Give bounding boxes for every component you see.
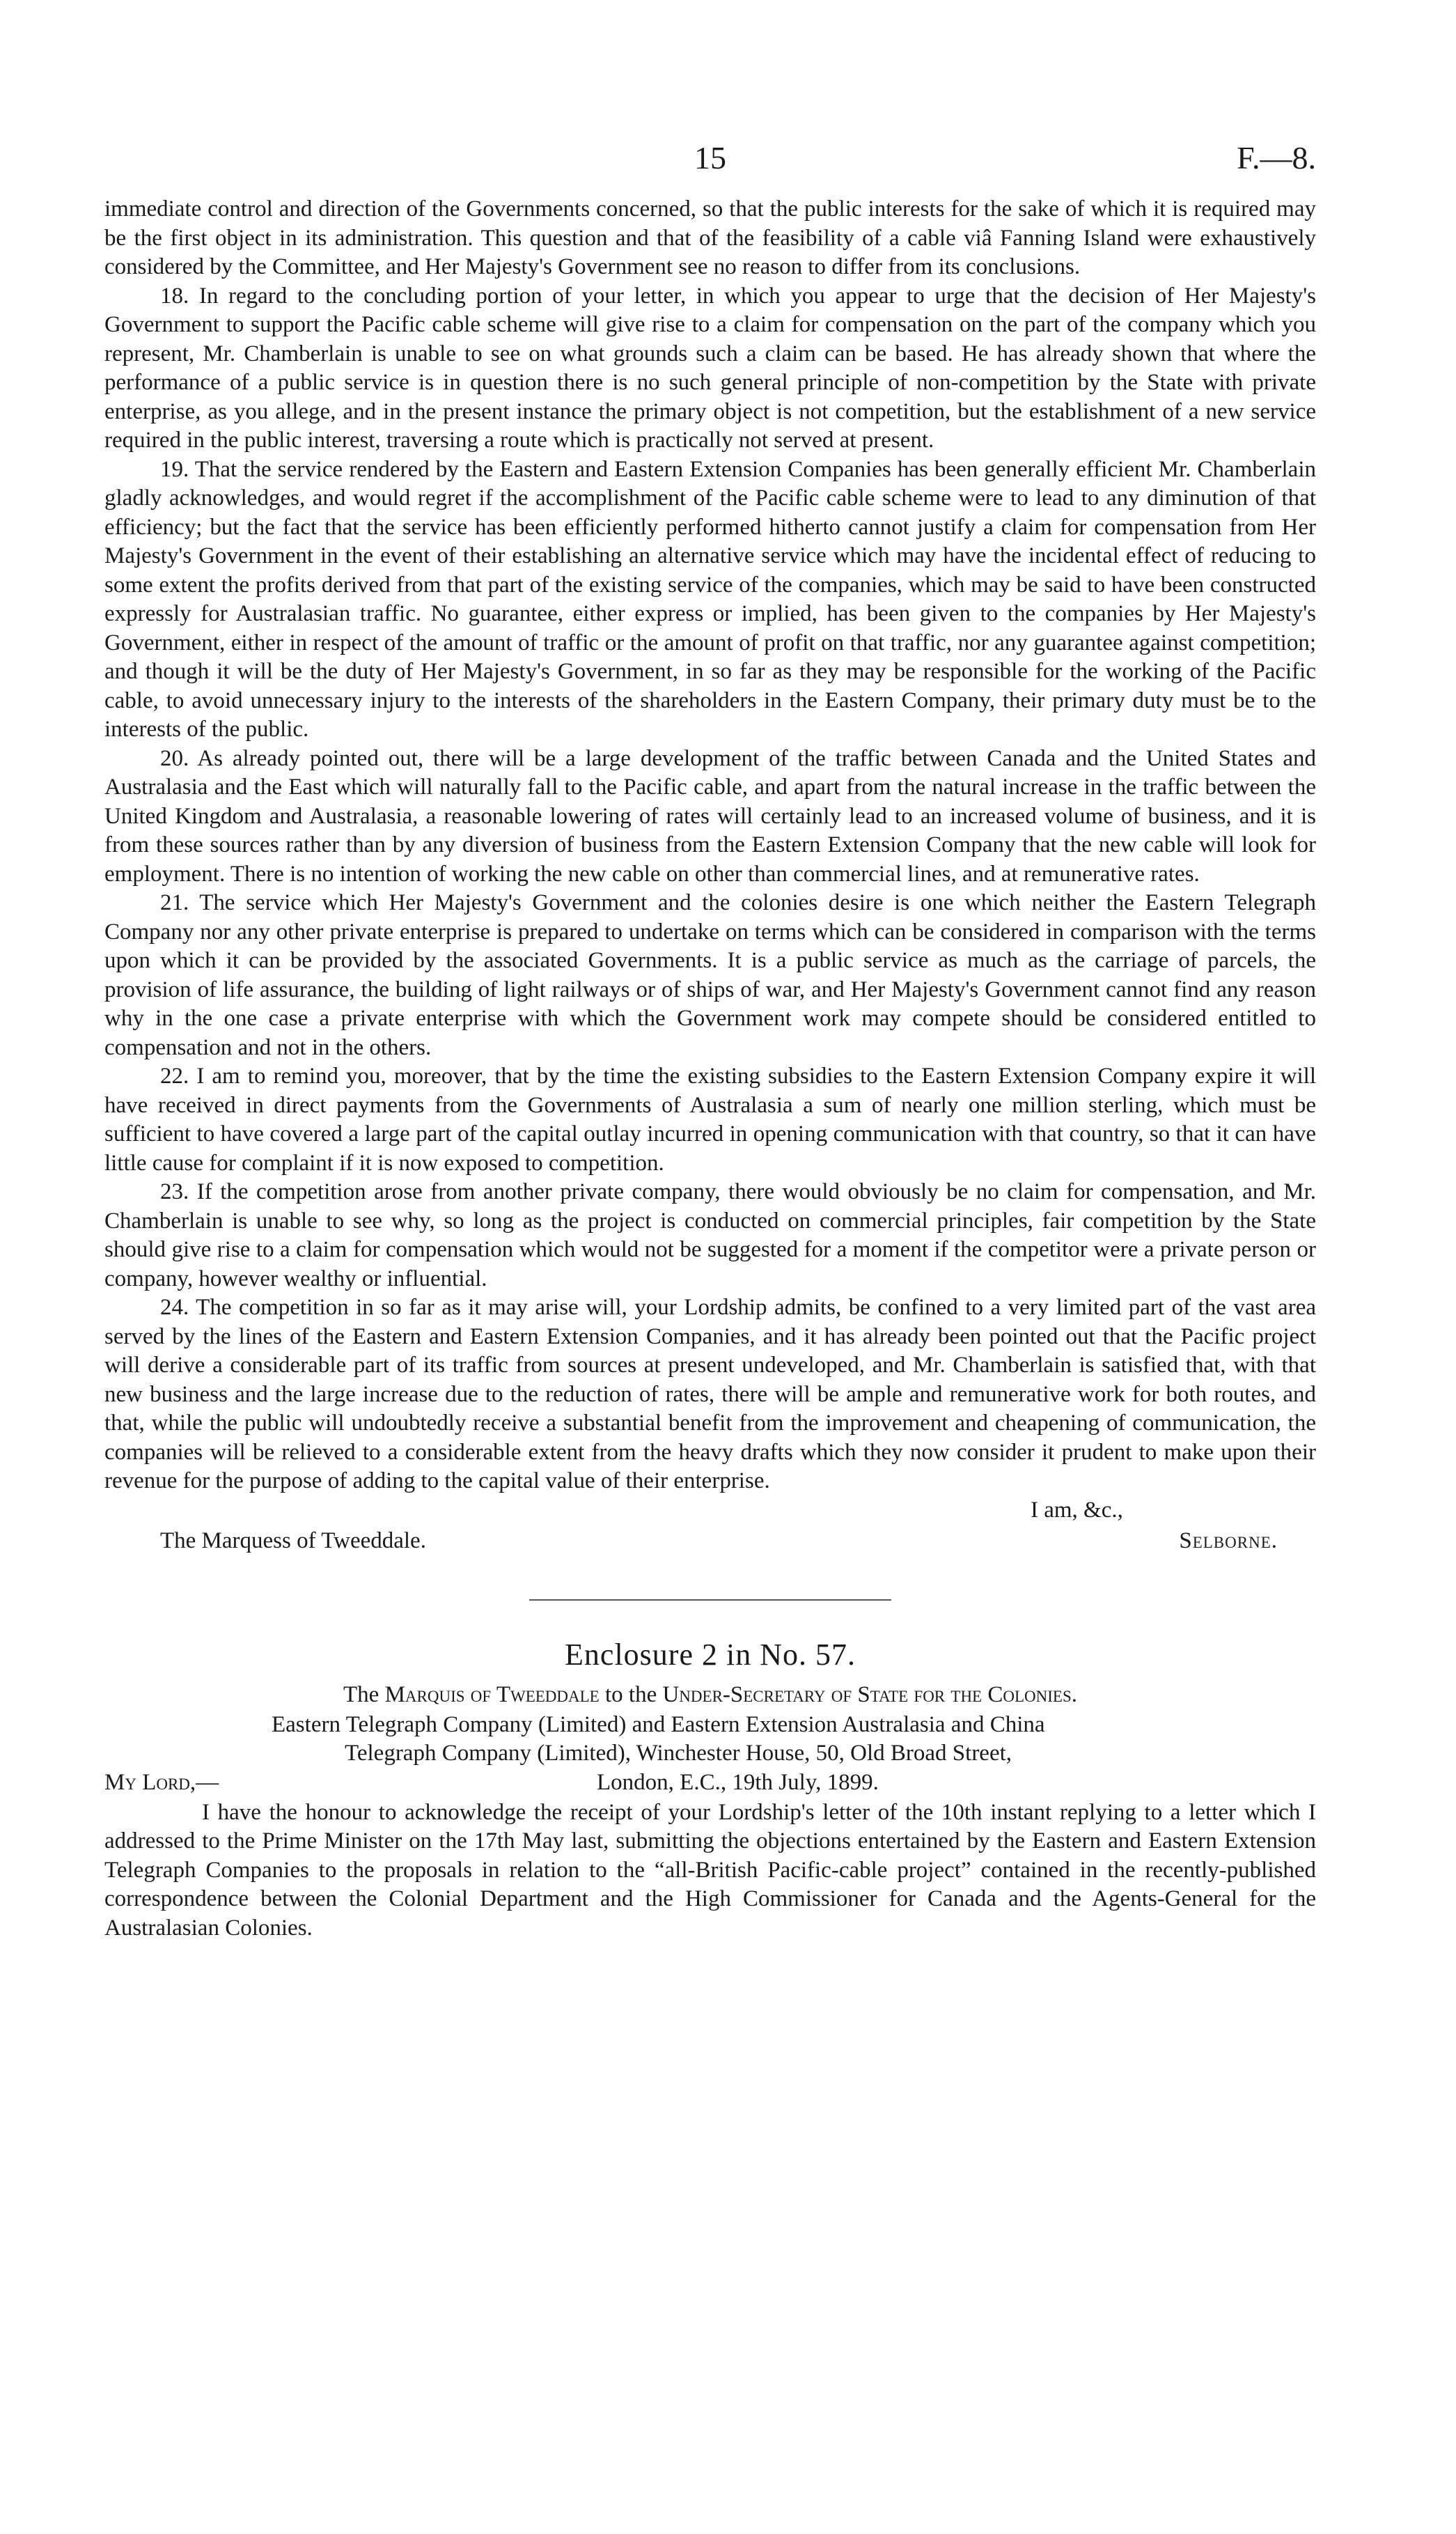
paragraph-continuation: immediate control and direction of the Governments concerned, so that the public interests for the sake of which it is required may be the first object in its administration. This question and that of the feasibility of a cable viâ Fanning Island were exhaustively considered by the Committee, and Her Majesty's Government see no reason to differ from its conclusions. bbox=[104, 196, 1316, 279]
address-line-1: Eastern Telegraph Company (Limited) and Eastern Extension Australasia and China bbox=[272, 1711, 1045, 1737]
paragraph-20: 20. As already pointed out, there will be a large development of the traffic between Canada and the United States and Australasia and the East which will naturally fall to the Pacific cable, and apart from the natural increase in the traffic between the United Kingdom and Australasia, a reasonable lowering of rates will certainly lead to an increased volume of business, and it is from these sources rather than by any diversion of business from the Eastern Extension Company that the new cable will look for employment. There is no intention of working the new cable on other than commercial lines, and at remunerative rates. bbox=[104, 745, 1316, 887]
paragraph-23: 23. If the competition arose from another private company, there would obviously be no claim for compensation, and Mr. Chamberlain is unable to see why, so long as the project is conducted on commercial principles, fair competition by the State should give rise to a claim for compensation which would not be suggested for a moment if the competitor were a private person or company, however wealthy or influential. bbox=[104, 1179, 1316, 1291]
section-divider bbox=[529, 1599, 891, 1601]
closing-phrase: I am, &c., bbox=[1031, 1497, 1123, 1523]
paper-reference: F.—8. bbox=[1237, 140, 1316, 176]
enclosure-paragraph-1: I have the honour to acknowledge the receipt of your Lordship's letter of the 10th instant replying to a letter which I addressed to the Prime Minister on the 17th May last, submitting the objections entertained by the Eastern and Eastern Extension Telegraph Companies to the proposals in relation to the “all-British Pacific-cable project” contained in the recently-published correspondence between the Colonial Department and the High Commissioner for Canada and the Agents-General for the Australasian Colonies. bbox=[104, 1799, 1316, 1941]
sender-address bbox=[104, 1711, 1316, 1798]
signature: Selborne. bbox=[1179, 1528, 1278, 1553]
enclosure-subtitle bbox=[104, 1682, 1316, 1708]
subtitle-recipient: Under-Secretary of State for the Colonies. bbox=[662, 1681, 1077, 1707]
page-header bbox=[104, 139, 1316, 195]
paragraph-22: 22. I am to remind you, moreover, that by the time the existing subsidies to the Eastern Extension Company expire it will have received in direct payments from the Governments of Australasia a sum of nearly one million sterling, which must be sufficient to have covered a large part of the capital outlay incurred in opening communication with that country, so that it can have little cause for complaint if it is now exposed to competition. bbox=[104, 1064, 1316, 1176]
address-line-2: Telegraph Company (Limited), Winchester House, 50, Old Broad Street, bbox=[345, 1740, 1012, 1766]
paragraph-18: 18. In regard to the concluding portion of your letter, in which you appear to urge that the decision of Her Majesty's Government to support the Pacific cable scheme will give rise to a claim for compensation on the part of the company which you represent, Mr. Chamberlain is unable to see on what grounds such a claim can be based. He has already shown that where the performance of a public service is in question there is no such general principle of non-competition by the State with private enterprise, as you allege, and in the present instance the primary object is not competition, but the establishment of a new service required in the public interest, traversing a route which is practically not served at present. bbox=[104, 283, 1316, 453]
document-page bbox=[104, 139, 1316, 1943]
enclosure-letter bbox=[104, 1798, 1316, 1943]
subtitle-sender: Marquis of Tweeddale bbox=[384, 1681, 600, 1707]
letter-body bbox=[104, 195, 1316, 1496]
address-line-3: London, E.C., 19th July, 1899. bbox=[597, 1769, 879, 1795]
addressee: The Marquess of Tweeddale. bbox=[160, 1528, 426, 1553]
paragraph-24: 24. The competition in so far as it may arise will, your Lordship admits, be confined to a very limited part of the vast area served by the lines of the Eastern and Eastern Extension Companies, and it has already been pointed out that the Pacific project will derive a considerable part of its traffic from sources at present undeveloped, and Mr. Chamberlain is satisfied that, with that new business and the large increase due to the reduction of rates, there will be ample and remunerative work for both routes, and that, while the public will undoubtedly receive a substantial benefit from the improvement and cheapening of communication, the companies will be relieved to a considerable extent from the heavy drafts which they now consider it prudent to make upon their revenue for the purpose of adding to the capital value of their enterprise. bbox=[104, 1295, 1316, 1493]
enclosure-title: Enclosure 2 in No. 57. bbox=[565, 1637, 856, 1672]
salutation: My Lord,— bbox=[104, 1769, 219, 1795]
letter-closing bbox=[104, 1496, 1316, 1559]
subtitle-to: to the bbox=[604, 1681, 657, 1707]
page-number: 15 bbox=[694, 140, 726, 176]
paragraph-21: 21. The service which Her Majesty's Government and the colonies desire is one which neither the Eastern Telegraph Company nor any other private enterprise is prepared to undertake on terms which can be considered in comparison with the terms upon which it can be provided by the associated Governments. It is a public service as much as the carriage of parcels, the provision of life assurance, the building of light railways or of ships of war, and Her Majesty's Government cannot find any reason why in the one case a private enterprise with which the Government work may compete should be considered entitled to compensation and not in the others. bbox=[104, 890, 1316, 1060]
paragraph-19: 19. That the service rendered by the Eastern and Eastern Extension Companies has been generally efficient Mr. Chamberlain gladly acknowledges, and would regret if the accomplishment of the Pacific cable scheme were to lead to any diminution of that efficiency; but the fact that the service has been efficiently performed hitherto cannot justify a claim for compensation from Her Majesty's Government in the event of their establishing an alternative service which may have the incidental effect of reducing to some extent the profits derived from that part of the existing service of the companies, which may be said to have been constructed expressly for Australasian traffic. No guarantee, either express or implied, has been given to the companies by Her Majesty's Government, either in respect of the amount of traffic or the amount of profit on that traffic, nor any guarantee against competition; and though it will be the duty of Her Majesty's Government, in so far as they may be responsible for the working of the Pacific cable, to avoid unnecessary injury to the interests of the shareholders in the Eastern Company, their primary duty must be to the interests of the public. bbox=[104, 456, 1316, 742]
subtitle-the: The bbox=[343, 1681, 379, 1707]
